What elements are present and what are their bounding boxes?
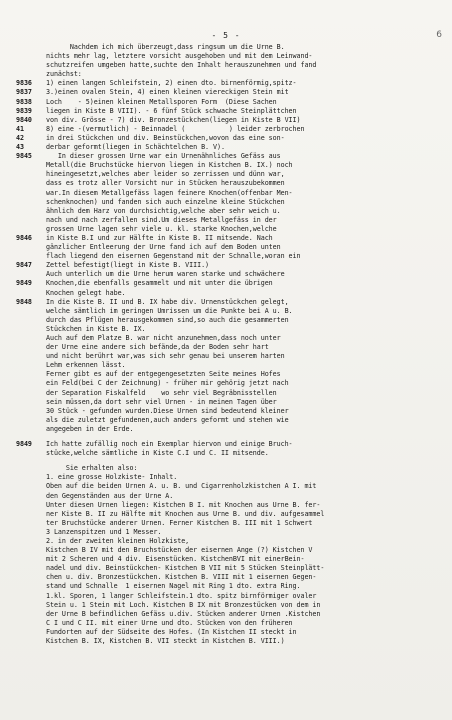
line-text: hineingesetzt,welches aber leider so zerrissen und dünn war, (46, 170, 285, 179)
line-text: ter Bruchstücke anderer Urnen. Ferner Kistchen B. III mit 1 Schwert (46, 518, 313, 527)
text-line (16, 43, 436, 52)
line-text: nichts mehr lag, letztere vorsicht ausgehoben und mit dem Leinwand- (46, 52, 313, 61)
line-text: derbar geformt(liegen in Schächtelchen B. V). (46, 143, 225, 152)
line-text: chen u. div. Bronzestückchen. Kistchen B. VIII mit 1 eisernen Gegen- (46, 573, 317, 582)
text-line (16, 528, 436, 537)
line-text: Oben auf die beiden Urnen A. u. B. und Cigarrenholzkistchen A I. mit (46, 482, 317, 491)
text-line (16, 189, 436, 198)
text-line (16, 389, 436, 398)
text-line (16, 198, 436, 207)
text-line (16, 243, 436, 252)
text-line (16, 107, 436, 116)
line-text: dass es trotz aller Vorsicht nur in Stücken herauszubekommen (46, 179, 285, 188)
text-line (16, 407, 436, 416)
line-text: Kistchen B IV mit den Bruchstücken der eisernen Ange (?) Kistchen V (46, 546, 313, 555)
inventory-number: 9838 (16, 97, 32, 106)
line-text: der Separation Fiskalfeld wo sehr viel Begräbnisstellen (46, 388, 277, 397)
text-line (16, 361, 436, 370)
text-line (16, 425, 436, 434)
line-text: Knochen,die ebenfalls gesammelt und mit unter die übrigen (46, 279, 273, 288)
inventory-number: 9846 (16, 233, 32, 242)
text-line (16, 125, 436, 134)
line-text: ähnlich dem Harz von durchsichtig,welche aber sehr weich u. (46, 206, 281, 215)
line-text: flach liegend den eisernen Gegenstand mit der Schnalle,woran ein (46, 252, 301, 261)
text-line (16, 170, 436, 179)
line-text: C I und C II. mit einer Urne und dto. Stücken von den früheren (46, 618, 293, 627)
line-text: Auch unterlich um die Urne herum waren starke und schwächere (46, 270, 285, 279)
inventory-number: 9837 (16, 88, 32, 97)
text-line (16, 501, 436, 510)
line-text: stand und Schnalle 1 eisernen Nagel mit Ring 1 dto. extra Ring. (46, 582, 301, 591)
text-line (16, 216, 436, 225)
line-text: 3.)einen ovalen Stein, 4) einen kleinen viereckigen Stein mit (46, 88, 289, 97)
text-line (16, 325, 436, 334)
text-line (16, 225, 436, 234)
text-line (16, 519, 436, 528)
line-text: von div. Grösse - 7) div. Bronzestückchen(liegen in Kiste B VII) (46, 115, 301, 124)
inventory-number: 9849 (16, 440, 32, 449)
line-text: 8) eine -(vermutlich) - Beinnadel ( ) leider zerbrochen (46, 124, 305, 133)
text-line (16, 449, 436, 458)
line-text: Ich hatte zufällig noch ein Exemplar hiervon und einige Bruch- (46, 440, 293, 449)
text-line (16, 628, 436, 637)
text-line (16, 234, 436, 243)
text-line (16, 252, 436, 261)
text-line (16, 473, 436, 482)
line-text: schutzreifen umgeben hatte,suchte den Inhalt herauszunehmen und fand (46, 61, 317, 70)
line-text: der Urne B befindlichen Gefäss u.div. Stücken anderer Urnen .Kistchen (46, 609, 321, 618)
line-text: als die zuletzt gefundenen,auch anders geformt und stehen wie (46, 415, 289, 424)
line-text: Knochen gelegt habe. (46, 288, 126, 297)
text-line (16, 537, 436, 546)
line-text: stücke,welche sämtliche in Kiste C.I und C. II mitsende. (46, 449, 269, 458)
text-line (16, 61, 436, 70)
text-line (16, 98, 436, 107)
line-text: war.In diesem Metallgefäss lagen feinere Knochen(offenbar Men- (46, 188, 293, 197)
line-text: Zettel befestigt(liegt in Kiste B. VIII.) (46, 261, 210, 270)
line-text: Stückchen in Kiste B. IX. (46, 324, 146, 333)
text-line (16, 352, 436, 361)
line-text: liegen in Kiste B VIII). - 6 fünf Stück schwache Steinplättchen (46, 106, 297, 115)
line-text: durch das Pflügen herausgekommen sind,so auch die gesammerten (46, 315, 289, 324)
line-text: Nachdem ich mich überzeugt,dass ringsum um die Urne B. (46, 43, 285, 51)
text-line (16, 416, 436, 425)
line-text: ein Feld(bei C der Zeichnung) - früher mir gehörig jetzt nach (46, 379, 289, 388)
text-line (16, 134, 436, 143)
inventory-number: 9840 (16, 115, 32, 124)
document-body (16, 43, 436, 646)
text-line (16, 143, 436, 152)
text-line (16, 279, 436, 288)
text-line (16, 582, 436, 591)
line-text: nadel und div. Beinstückchen- Kistchen B VII mit 5 Stücken Steinplätt- (46, 564, 325, 573)
text-line (16, 298, 436, 307)
line-text: in Kiste B.I und zur Hälfte in Kiste B. II mitsende. Nach (46, 233, 273, 242)
inventory-number: 9849 (16, 279, 32, 288)
line-text: ner Kiste B. II zu Hälfte mit Knochen aus Urne B. und div. aufgesammel (46, 509, 325, 518)
line-text: mit 2 Scheren und 4 div. Eisenstücken. KistchenBVI mit einerBein- (46, 555, 305, 564)
text-line (16, 316, 436, 325)
inventory-number: 9836 (16, 79, 32, 88)
text-line (16, 270, 436, 279)
text-line (16, 261, 436, 270)
text-line (16, 492, 436, 501)
line-text: den Gegenständen aus der Urne A. (46, 491, 174, 500)
text-line (16, 79, 436, 88)
line-text: Stein u. 1 Stein mit Loch. Kistchen B IX mit Bronzestücken von dem in (46, 600, 321, 609)
line-text: Kistchen B. IX, Kistchen B. VII steckt in Kistchen B. VIII.) (46, 637, 285, 645)
inventory-number: 9848 (16, 297, 32, 306)
text-line (16, 601, 436, 610)
line-text: schenknochen) und fanden sich auch einzelne kleine Stückchen (46, 197, 285, 206)
text-line (16, 343, 436, 352)
line-text: zunächst: (46, 70, 82, 79)
text-line (16, 398, 436, 407)
text-line (16, 619, 436, 628)
text-line (16, 334, 436, 343)
line-text: Metall(die Bruchstücke hiervon liegen in Kistchen B. IX.) noch (46, 161, 293, 170)
line-text: welche sämtlich im geringen Umrissen um die Punkte bei A u. B. (46, 306, 293, 315)
line-text: 30 Stück - gefunden wurden.Diese Urnen sind bedeutend kleiner (46, 406, 289, 415)
text-line (16, 152, 436, 161)
line-text: Loch - 5)einen kleinen Metallsporen Form (Diese Sachen (46, 97, 277, 106)
corner-mark: 6 (436, 30, 442, 40)
line-text: Auch auf dem Platze B. war nicht anzunehmen,dass noch unter (46, 334, 281, 342)
line-text: gänzlicher Entleerung der Urne fand ich auf dem Boden unten (46, 243, 281, 252)
line-text: In dieser grossen Urne war ein Urnenähnliches Gefäss aus (46, 152, 281, 161)
text-line (16, 161, 436, 170)
text-line (16, 116, 436, 125)
line-text: in drei Stückchen und div. Beinstückchen,wovon das eine son- (46, 133, 285, 142)
text-line (16, 370, 436, 379)
line-text: sein müssen,da dort sehr viel Urnen - in meinen Tagen über (46, 397, 277, 406)
text-line (16, 379, 436, 388)
text-line (16, 307, 436, 316)
line-text: nach und nach zerfallen sind.Um dieses Metallgefäss in der (46, 215, 277, 224)
text-line (16, 464, 436, 473)
line-text: Sie erhalten also: (46, 464, 138, 473)
line-text: 1) einen langen Schleifstein, 2) einen dto. birnenförmig,spitz- (46, 79, 297, 88)
text-line (16, 637, 436, 646)
line-text: der Urne eine andere sich befände,da der Boden sehr hart (46, 343, 269, 352)
line-text: Fundorten auf der Südseite des Hofes. (In Kistchen II steckt in (46, 627, 297, 636)
text-line (16, 546, 436, 555)
inventory-number: 42 (16, 133, 24, 142)
text-line (16, 555, 436, 564)
line-text: 2. in der zweiten kleinen Holzkiste, (46, 536, 190, 545)
line-text: Ferner gibt es auf der entgegengesetzten Seite meines Hofes (46, 370, 281, 379)
line-text: angegeben in der Erde. (46, 424, 134, 433)
text-line (16, 482, 436, 491)
inventory-number: 41 (16, 124, 24, 133)
inventory-number: 43 (16, 143, 24, 152)
text-line (16, 52, 436, 61)
text-line (16, 573, 436, 582)
text-line (16, 610, 436, 619)
line-text: Lehm erkennen lässt. (46, 361, 126, 370)
line-text: und nicht berührt war,was sich sehr genau bei unserem harten (46, 352, 285, 361)
text-line (16, 564, 436, 573)
line-text: 3 Lanzenspitzen und 1 Messer. (46, 527, 162, 536)
text-line (16, 70, 436, 79)
text-line (16, 207, 436, 216)
page-number: - 5 - (211, 31, 241, 40)
text-line (16, 592, 436, 601)
inventory-number: 9845 (16, 152, 32, 161)
line-text: In die Kiste B. II und B. IX habe div. Urnenstückchen gelegt, (46, 297, 289, 306)
text-line (16, 289, 436, 298)
text-line (16, 179, 436, 188)
text-line (16, 88, 436, 97)
line-text: 1.kl. Sporen, 1 langer Schleifstein.1 dto. spitz birnförmiger ovaler (46, 591, 317, 600)
text-line (16, 510, 436, 519)
text-line (16, 440, 436, 449)
line-text: Unter diesen Urnen liegen: Kistchen B I. mit Knochen aus Urne B. fer- (46, 500, 321, 509)
inventory-number: 9847 (16, 261, 32, 270)
inventory-number: 9839 (16, 106, 32, 115)
line-text: grossen Urne lagen sehr viele u. kl. starke Knochen,welche (46, 224, 277, 233)
line-text: 1. eine grosse Holzkiste- Inhalt. (46, 473, 178, 482)
